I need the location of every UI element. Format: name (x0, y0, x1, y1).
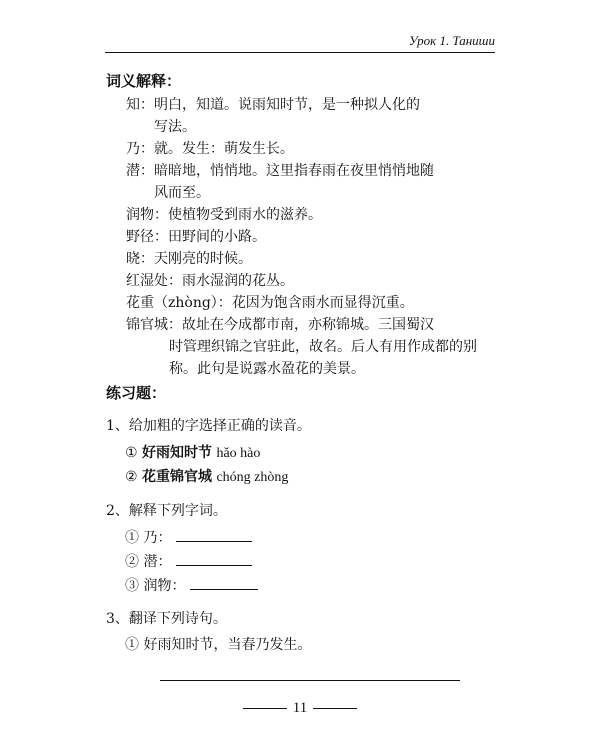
item-pinyin-options: chóng zhòng (216, 470, 289, 485)
glossary-definition: 明白，知道。说雨知时节，是一种拟人化的 (154, 97, 420, 113)
glossary-entry (126, 270, 506, 292)
item-word: 潜： (143, 554, 172, 570)
page-number: 11 (292, 700, 308, 716)
glossary-definition: 使植物受到雨水的滋养。 (168, 207, 322, 223)
item-number: ③ (125, 578, 139, 594)
question-2-label: 2、解释下列字词。 (106, 503, 227, 519)
glossary-term: 潜： (126, 163, 154, 179)
glossary-definition: 暗暗地，悄悄地。这里指春雨在夜里悄悄地随 (154, 163, 434, 179)
glossary-term: 锦官城： (126, 317, 182, 333)
glossary-definition: 就。发生：萌发生长。 (154, 141, 294, 157)
glossary-term: 红湿处： (126, 273, 182, 289)
glossary-term: 润物： (126, 207, 168, 223)
glossary-term: 乃： (126, 141, 154, 157)
glossary-heading: 词义解释： (106, 72, 182, 90)
glossary-definition: 田野间的小路。 (168, 229, 266, 245)
glossary-entry (126, 94, 506, 138)
question-3-item (125, 634, 311, 656)
glossary-definition-cont: 时管理织锦之官驻此，故名。后人有用作成都的别称。此句是说露水盈花的美景。 (169, 339, 477, 377)
glossary-entry (126, 160, 506, 204)
glossary-definition: 天刚亮的时候。 (154, 251, 252, 267)
item-number: ① (125, 637, 139, 653)
item-phrase: 好雨知时节 (142, 445, 213, 461)
item-phrase: 花重锦官城 (142, 469, 213, 485)
glossary-term: 花重（zhòng）： (126, 295, 232, 311)
glossary-entry (126, 226, 506, 248)
item-word: 乃： (143, 530, 172, 546)
glossary-definition: 故址在今成都市南，亦称锦城。三国蜀汉 (182, 317, 434, 333)
translation-answer-line[interactable] (160, 680, 460, 681)
glossary-list (126, 94, 506, 380)
answer-blank[interactable] (176, 527, 252, 542)
glossary-entry (126, 138, 506, 160)
item-sentence: 好雨知时节，当春乃发生。 (143, 637, 312, 653)
left-dash (243, 708, 287, 709)
question-2-item (125, 527, 252, 549)
glossary-definition: 雨水湿润的花丛。 (182, 273, 294, 289)
glossary-entry (126, 314, 506, 380)
exercises-heading: 练习题： (106, 384, 167, 402)
question-1-item (125, 466, 288, 489)
glossary-definition-cont: 风而至。 (154, 185, 210, 201)
item-pinyin-options: hǎo hào (216, 446, 261, 461)
item-word: 润物： (143, 578, 186, 594)
glossary-term: 知： (126, 97, 154, 113)
question-3-label: 3、翻译下列诗句。 (106, 611, 227, 627)
answer-blank[interactable] (176, 551, 252, 566)
question-1-label: 1、给加粗的字选择正确的读音。 (106, 418, 311, 434)
answer-blank[interactable] (190, 575, 258, 590)
running-header (105, 30, 495, 53)
page-footer (0, 698, 600, 718)
glossary-term: 野径： (126, 229, 168, 245)
item-number: ① (125, 530, 139, 546)
glossary-entry (126, 204, 506, 226)
item-number: ② (125, 469, 138, 485)
glossary-term: 晓： (126, 251, 154, 267)
glossary-definition-cont: 写法。 (154, 119, 196, 135)
question-1-item (125, 442, 260, 465)
glossary-entry (126, 248, 506, 270)
item-number: ① (125, 445, 138, 461)
item-number: ② (125, 554, 139, 570)
right-dash (313, 708, 357, 709)
glossary-definition: 花因为饱含雨水而显得沉重。 (231, 295, 414, 311)
question-2-item (125, 575, 258, 597)
question-2-item (125, 551, 252, 573)
running-header-title: Урок 1. Таниши (408, 33, 495, 48)
glossary-entry (126, 292, 506, 314)
